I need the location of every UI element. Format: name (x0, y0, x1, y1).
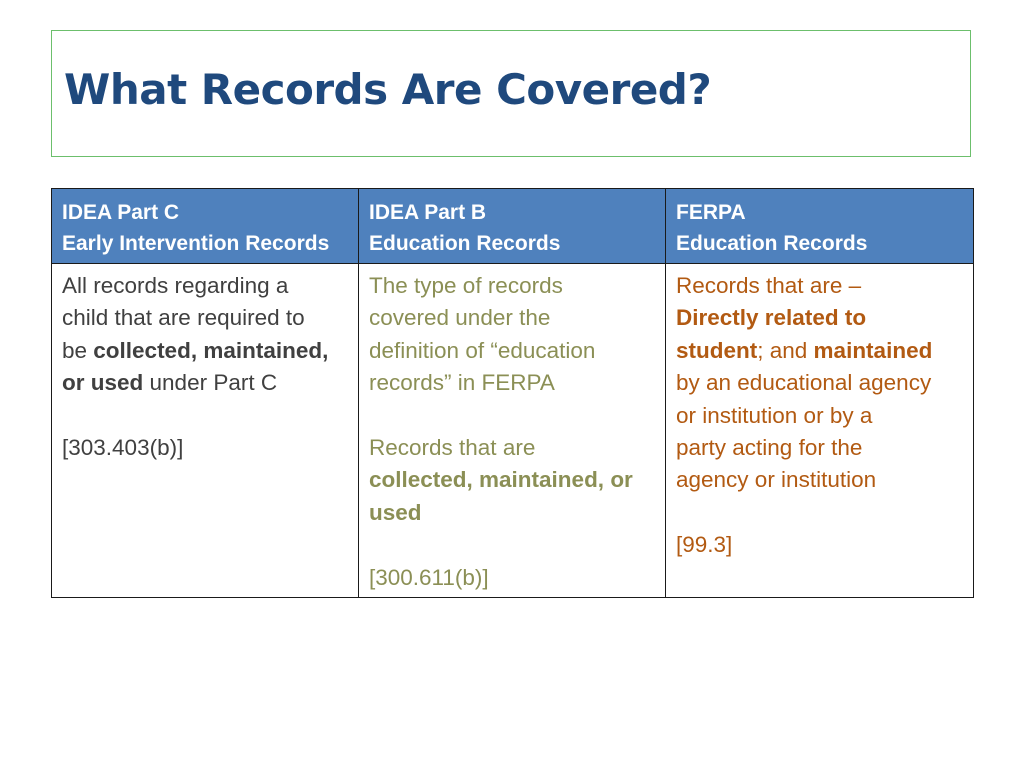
header-idea-part-b (359, 189, 666, 264)
cell-text-line (62, 367, 350, 399)
cell-text: ; and (757, 337, 814, 363)
cell-ferpa (666, 264, 974, 598)
header-subtitle: Education Records (676, 232, 868, 255)
cell-emphasis: Directly related to (676, 305, 867, 331)
header-title: IDEA Part B (369, 201, 487, 224)
header-subtitle: Early Intervention Records (62, 232, 330, 255)
cell-text-line: or institution or by a (676, 402, 873, 428)
cell-text-line: agency or institution (676, 467, 877, 493)
header-idea-part-c (52, 189, 359, 264)
spacer (369, 529, 657, 561)
header-title: FERPA (676, 201, 746, 224)
cell-text-line: child that are required to (62, 305, 305, 331)
cell-emphasis: used (369, 499, 422, 525)
cell-emphasis: or used (62, 370, 144, 396)
cell-text-line: Records that are (369, 435, 536, 461)
header-subtitle: Education Records (369, 232, 561, 255)
cell-text: under Part C (143, 370, 278, 396)
cell-text-line: records” in FERPA (369, 370, 555, 396)
cell-emphasis: collected, maintained, or (369, 467, 633, 493)
cell-text: be (62, 337, 94, 363)
citation: [300.611(b)] (369, 564, 489, 590)
table-header-row (52, 189, 974, 264)
cell-text-line: All records regarding a (62, 273, 289, 298)
cell-text-line: The type of records (369, 273, 563, 298)
cell-text-line (676, 335, 965, 367)
cell-text-line: by an educational agency (676, 370, 932, 396)
spacer (62, 400, 350, 432)
table-body-row (52, 264, 974, 598)
cell-text-line: Records that are – (676, 273, 862, 298)
cell-emphasis: student (676, 337, 758, 363)
cell-emphasis: collected, maintained, (93, 337, 329, 363)
cell-emphasis: maintained (813, 337, 933, 363)
cell-text-line: covered under the (369, 305, 551, 331)
cell-text-line (62, 335, 350, 367)
cell-text-line: party acting for the (676, 435, 863, 461)
cell-text-line: definition of “education (369, 337, 596, 363)
records-comparison-table (51, 188, 974, 598)
title-box (51, 30, 971, 157)
header-ferpa (666, 189, 974, 264)
spacer (369, 400, 657, 432)
header-title: IDEA Part C (62, 201, 180, 224)
citation: [99.3] (676, 532, 733, 558)
slide-title: What Records Are Covered? (64, 65, 712, 114)
cell-idea-part-c (52, 264, 359, 598)
cell-idea-part-b (359, 264, 666, 598)
citation: [303.403(b)] (62, 435, 184, 461)
spacer (676, 497, 965, 529)
